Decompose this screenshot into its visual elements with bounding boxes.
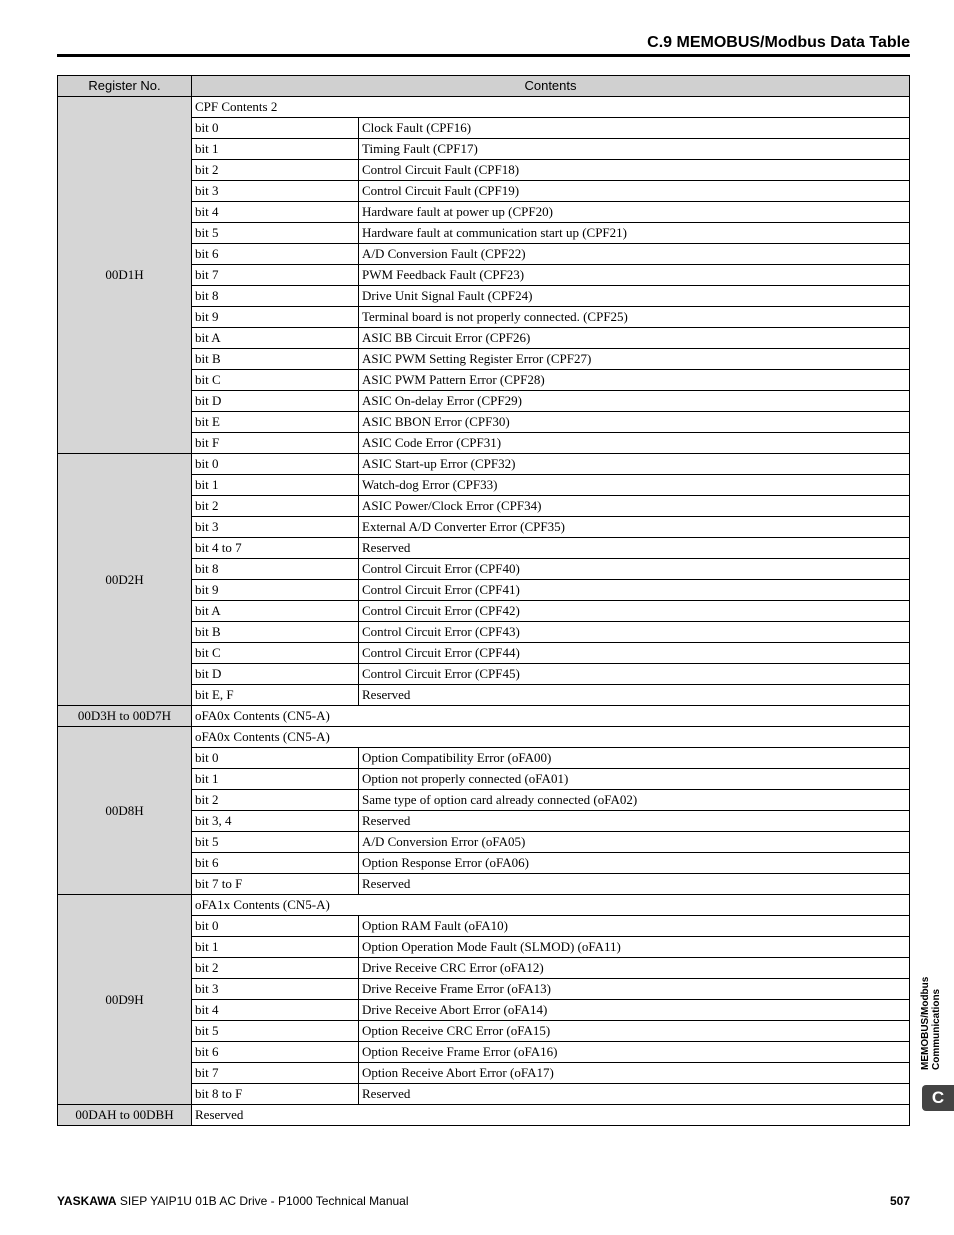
table-row: [58, 97, 910, 118]
bit-cell: bit D: [192, 664, 359, 685]
bit-cell: bit 5: [192, 832, 359, 853]
description-cell: A/D Conversion Error (oFA05): [359, 832, 910, 853]
bit-cell: bit 1: [192, 475, 359, 496]
bit-cell: bit 1: [192, 937, 359, 958]
bit-cell: bit 3, 4: [192, 811, 359, 832]
description-cell: Drive Unit Signal Fault (CPF24): [359, 286, 910, 307]
footer-doc: SIEP YAIP1U 01B AC Drive - P1000 Technical Manual: [119, 1194, 409, 1208]
register-number-cell: 00D9H: [58, 895, 192, 1105]
bit-cell: bit 8: [192, 286, 359, 307]
bit-cell: bit 2: [192, 160, 359, 181]
description-cell: Terminal board is not properly connected. (CPF25): [359, 307, 910, 328]
bit-cell: bit A: [192, 328, 359, 349]
register-number-cell: 00DAH to 00DBH: [58, 1105, 192, 1126]
description-cell: Control Circuit Fault (CPF18): [359, 160, 910, 181]
description-cell: Hardware fault at power up (CPF20): [359, 202, 910, 223]
description-cell: ASIC PWM Setting Register Error (CPF27): [359, 349, 910, 370]
side-tab-label: MEMOBUS/Modbus Communications: [920, 976, 942, 1070]
bit-cell: bit F: [192, 433, 359, 454]
description-cell: Reserved: [359, 874, 910, 895]
description-cell: Control Circuit Error (CPF42): [359, 601, 910, 622]
description-cell: Drive Receive CRC Error (oFA12): [359, 958, 910, 979]
description-cell: Option RAM Fault (oFA10): [359, 916, 910, 937]
bit-cell: bit 4: [192, 1000, 359, 1021]
register-number-cell: 00D8H: [58, 727, 192, 895]
description-cell: ASIC Code Error (CPF31): [359, 433, 910, 454]
description-cell: Control Circuit Error (CPF43): [359, 622, 910, 643]
bit-cell: bit E, F: [192, 685, 359, 706]
bit-cell: bit 9: [192, 580, 359, 601]
description-cell: ASIC BB Circuit Error (CPF26): [359, 328, 910, 349]
page-header-title: C.9 MEMOBUS/Modbus Data Table: [647, 34, 910, 51]
bit-cell: bit B: [192, 622, 359, 643]
description-cell: Hardware fault at communication start up (CPF21): [359, 223, 910, 244]
group-title-cell: oFA1x Contents (CN5-A): [192, 895, 910, 916]
bit-cell: bit 3: [192, 979, 359, 1000]
footer-doc-title: [57, 1194, 409, 1208]
header-register-no: Register No.: [58, 76, 192, 97]
description-cell: Control Circuit Error (CPF44): [359, 643, 910, 664]
chapter-tab: C: [922, 1085, 954, 1111]
bit-cell: bit 6: [192, 853, 359, 874]
bit-cell: bit 1: [192, 139, 359, 160]
bit-cell: bit A: [192, 601, 359, 622]
table-row: [58, 454, 910, 475]
register-number-cell: 00D1H: [58, 97, 192, 454]
description-cell: Option Response Error (oFA06): [359, 853, 910, 874]
bit-cell: bit 0: [192, 748, 359, 769]
header-rule: [57, 54, 910, 57]
description-cell: ASIC On-delay Error (CPF29): [359, 391, 910, 412]
bit-cell: bit 7 to F: [192, 874, 359, 895]
bit-cell: bit 2: [192, 958, 359, 979]
description-cell: External A/D Converter Error (CPF35): [359, 517, 910, 538]
bit-cell: bit 6: [192, 244, 359, 265]
bit-cell: bit 4: [192, 202, 359, 223]
description-cell: Option Receive CRC Error (oFA15): [359, 1021, 910, 1042]
description-cell: Reserved: [359, 685, 910, 706]
group-title-cell: CPF Contents 2: [192, 97, 910, 118]
table-row: [58, 727, 910, 748]
description-cell: Reserved: [359, 538, 910, 559]
description-cell: Same type of option card already connected (oFA02): [359, 790, 910, 811]
description-cell: Control Circuit Error (CPF41): [359, 580, 910, 601]
bit-cell: bit 4 to 7: [192, 538, 359, 559]
description-cell: Timing Fault (CPF17): [359, 139, 910, 160]
bit-cell: bit C: [192, 643, 359, 664]
group-title-cell: oFA0x Contents (CN5-A): [192, 706, 910, 727]
bit-cell: bit 1: [192, 769, 359, 790]
group-title-cell: Reserved: [192, 1105, 910, 1126]
bit-cell: bit 7: [192, 265, 359, 286]
description-cell: Drive Receive Abort Error (oFA14): [359, 1000, 910, 1021]
bit-cell: bit 2: [192, 496, 359, 517]
page-number: 507: [889, 1194, 910, 1208]
description-cell: Drive Receive Frame Error (oFA13): [359, 979, 910, 1000]
bit-cell: bit 0: [192, 454, 359, 475]
bit-cell: bit 7: [192, 1063, 359, 1084]
description-cell: ASIC Start-up Error (CPF32): [359, 454, 910, 475]
description-cell: ASIC BBON Error (CPF30): [359, 412, 910, 433]
header-contents: Contents: [192, 76, 910, 97]
description-cell: Control Circuit Error (CPF40): [359, 559, 910, 580]
description-cell: Option not properly connected (oFA01): [359, 769, 910, 790]
bit-cell: bit 3: [192, 181, 359, 202]
bit-cell: bit 0: [192, 916, 359, 937]
description-cell: Control Circuit Error (CPF45): [359, 664, 910, 685]
bit-cell: bit B: [192, 349, 359, 370]
table-row: [58, 895, 910, 916]
description-cell: PWM Feedback Fault (CPF23): [359, 265, 910, 286]
bit-cell: bit 8 to F: [192, 1084, 359, 1105]
bit-cell: bit D: [192, 391, 359, 412]
bit-cell: bit 2: [192, 790, 359, 811]
description-cell: Watch-dog Error (CPF33): [359, 475, 910, 496]
bit-cell: bit E: [192, 412, 359, 433]
bit-cell: bit 9: [192, 307, 359, 328]
description-cell: ASIC PWM Pattern Error (CPF28): [359, 370, 910, 391]
group-title-cell: oFA0x Contents (CN5-A): [192, 727, 910, 748]
bit-cell: bit 8: [192, 559, 359, 580]
footer-brand: YASKAWA: [57, 1194, 117, 1208]
description-cell: Reserved: [359, 1084, 910, 1105]
description-cell: Option Operation Mode Fault (SLMOD) (oFA11): [359, 937, 910, 958]
register-number-cell: 00D3H to 00D7H: [58, 706, 192, 727]
bit-cell: bit C: [192, 370, 359, 391]
register-table: [57, 75, 910, 1126]
description-cell: Option Receive Frame Error (oFA16): [359, 1042, 910, 1063]
register-number-cell: 00D2H: [58, 454, 192, 706]
description-cell: Reserved: [359, 811, 910, 832]
bit-cell: bit 6: [192, 1042, 359, 1063]
table-row: [58, 1105, 910, 1126]
description-cell: Clock Fault (CPF16): [359, 118, 910, 139]
bit-cell: bit 3: [192, 517, 359, 538]
description-cell: Option Compatibility Error (oFA00): [359, 748, 910, 769]
table-header-row: [58, 76, 910, 97]
bit-cell: bit 5: [192, 1021, 359, 1042]
description-cell: Control Circuit Fault (CPF19): [359, 181, 910, 202]
bit-cell: bit 0: [192, 118, 359, 139]
description-cell: Option Receive Abort Error (oFA17): [359, 1063, 910, 1084]
description-cell: A/D Conversion Fault (CPF22): [359, 244, 910, 265]
bit-cell: bit 5: [192, 223, 359, 244]
table-row: [58, 706, 910, 727]
description-cell: ASIC Power/Clock Error (CPF34): [359, 496, 910, 517]
